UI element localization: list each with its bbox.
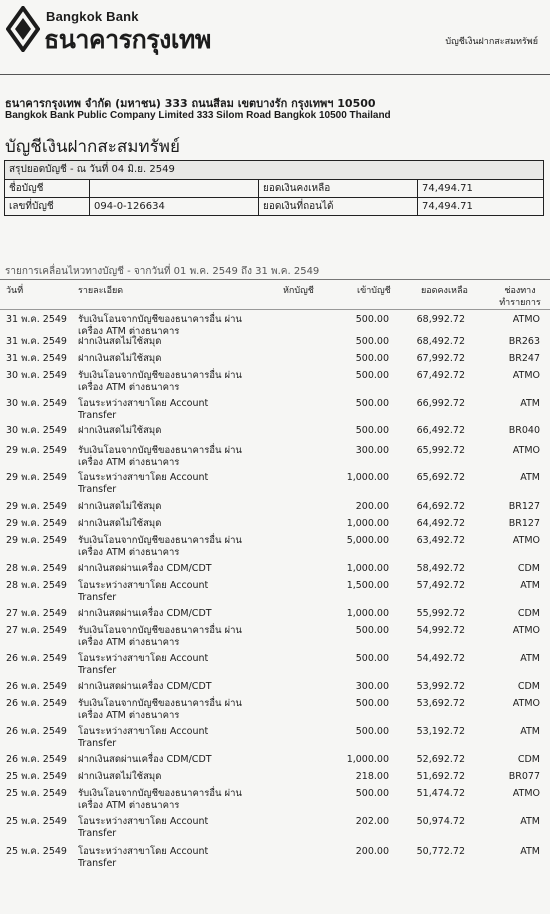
transaction-description: [78, 816, 208, 840]
transaction-description-line1: รับเงินโอนจากบัญชีของธนาคารอื่น ผ่าน: [78, 445, 242, 456]
transaction-credit: 200.00: [355, 846, 389, 857]
transaction-balance: 66,992.72: [416, 398, 465, 409]
transaction-channel: ATMO: [512, 314, 540, 325]
transaction-description-line1: รับเงินโอนจากบัญชีของธนาคารอื่น ผ่าน: [78, 535, 242, 546]
transaction-description: [78, 754, 212, 766]
transaction-date: 25 พ.ค. 2549: [6, 788, 67, 799]
transaction-credit: 500.00: [355, 336, 389, 347]
transaction-description-line1: โอนระหว่างสาขาโดย Account: [78, 398, 209, 409]
transaction-credit: 500.00: [355, 698, 389, 709]
transaction-description: [78, 788, 242, 812]
transaction-date: 29 พ.ค. 2549: [6, 518, 67, 529]
bank-logo-icon: [6, 6, 40, 52]
transaction-date: 26 พ.ค. 2549: [6, 681, 67, 692]
transaction-row: [0, 698, 550, 726]
transaction-row: [0, 788, 550, 816]
transaction-row: [0, 846, 550, 874]
transaction-description-line1: รับเงินโอนจากบัญชีของธนาคารอื่น ผ่าน: [78, 625, 242, 636]
transaction-description-line1: รับเงินโอนจากบัญชีของธนาคารอื่น ผ่าน: [78, 370, 242, 381]
transaction-balance: 52,692.72: [416, 754, 465, 765]
transaction-description: [78, 681, 212, 693]
transaction-balance: 57,492.72: [416, 580, 465, 591]
transaction-description-line1: ฝากเงินสดผ่านเครื่อง CDM/CDT: [78, 563, 212, 574]
transaction-date: 25 พ.ค. 2549: [6, 771, 67, 782]
transaction-channel: CDM: [517, 681, 540, 692]
transaction-credit: 500.00: [355, 726, 389, 737]
transaction-description-line2: Transfer: [78, 484, 117, 495]
transaction-date: 30 พ.ค. 2549: [6, 370, 67, 381]
transaction-channel: ATMO: [512, 370, 540, 381]
transaction-credit: 1,500.00: [346, 580, 389, 591]
transaction-description: [78, 501, 161, 513]
transaction-credit: 500.00: [355, 398, 389, 409]
transaction-description: [78, 445, 242, 469]
transaction-channel: BR247: [508, 353, 540, 364]
account-number-label: เลขที่บัญชี: [5, 198, 90, 216]
transaction-description-line2: Transfer: [78, 738, 117, 749]
transaction-description-line2: เครื่อง ATM ต่างธนาคาร: [78, 800, 180, 811]
transaction-description-line2: เครื่อง ATM ต่างธนาคาร: [78, 382, 180, 393]
column-header-credit: เข้าบัญชี: [357, 286, 391, 296]
transaction-description-line2: Transfer: [78, 828, 117, 839]
summary-heading: สรุปยอดบัญชี - ณ วันที่ 04 มิ.ย. 2549: [5, 161, 543, 180]
transaction-credit: 200.00: [355, 501, 389, 512]
transaction-description-line2: Transfer: [78, 858, 117, 869]
transaction-channel: CDM: [517, 608, 540, 619]
transaction-channel: BR127: [508, 518, 540, 529]
transaction-description-line1: รับเงินโอนจากบัญชีของธนาคารอื่น ผ่าน: [78, 698, 242, 709]
column-header-channel-line2: ทำรายการ: [499, 298, 541, 308]
logo-english-name: Bangkok Bank: [46, 9, 139, 24]
transaction-description-line1: โอนระหว่างสาขาโดย Account: [78, 726, 209, 737]
transaction-description-line1: ฝากเงินสดไม่ใช้สมุด: [78, 353, 162, 364]
transaction-description-line2: Transfer: [78, 410, 117, 421]
transaction-credit: 1,000.00: [346, 472, 389, 483]
transaction-description: [78, 563, 212, 575]
account-name-value: [90, 180, 259, 198]
account-summary: [4, 160, 544, 216]
transaction-description-line1: ฝากเงินสดไม่ใช้สมุด: [78, 425, 162, 436]
transaction-channel: ATMO: [512, 788, 540, 799]
transaction-date: 26 พ.ค. 2549: [6, 726, 67, 737]
header-divider: [0, 74, 550, 75]
transaction-date: 31 พ.ค. 2549: [6, 314, 67, 325]
transaction-balance: 68,492.72: [416, 336, 465, 347]
transaction-date: 30 พ.ค. 2549: [6, 398, 67, 409]
transaction-row: [0, 535, 550, 563]
transaction-credit: 218.00: [355, 771, 389, 782]
balance-value: 74,494.71: [418, 180, 544, 198]
transaction-date: 29 พ.ค. 2549: [6, 445, 67, 456]
transaction-balance: 53,992.72: [416, 681, 465, 692]
transactions-divider: [0, 279, 550, 280]
transaction-description: [78, 535, 242, 559]
transaction-credit: 300.00: [355, 445, 389, 456]
transaction-date: 27 พ.ค. 2549: [6, 625, 67, 636]
withdrawable-label: ยอดเงินที่ถอนได้: [259, 198, 418, 216]
transaction-description-line2: เครื่อง ATM ต่างธนาคาร: [78, 326, 180, 337]
transaction-channel: BR127: [508, 501, 540, 512]
transaction-channel: ATM: [520, 726, 540, 737]
transaction-description-line2: Transfer: [78, 665, 117, 676]
column-header-description: รายละเอียด: [78, 286, 124, 296]
withdrawable-value: 74,494.71: [418, 198, 544, 216]
transaction-description-line2: เครื่อง ATM ต่างธนาคาร: [78, 457, 180, 468]
transaction-row: [0, 625, 550, 653]
transaction-channel: ATMO: [512, 698, 540, 709]
transaction-description-line1: ฝากเงินสดไม่ใช้สมุด: [78, 501, 162, 512]
transaction-description-line1: โอนระหว่างสาขาโดย Account: [78, 846, 209, 857]
transaction-channel: ATM: [520, 580, 540, 591]
transaction-channel: CDM: [517, 754, 540, 765]
transaction-description: [78, 370, 242, 394]
transaction-description: [78, 653, 208, 677]
transaction-channel: ATMO: [512, 535, 540, 546]
transaction-credit: 202.00: [355, 816, 389, 827]
transaction-date: 30 พ.ค. 2549: [6, 425, 67, 436]
transaction-credit: 1,000.00: [346, 518, 389, 529]
bank-address-thai: ธนาคารกรุงเทพ จำกัด (มหาชน) 333 ถนนสีลม เขตบางรัก กรุงเทพฯ 10500: [5, 97, 376, 110]
transaction-balance: 65,992.72: [416, 445, 465, 456]
transaction-balance: 55,992.72: [416, 608, 465, 619]
transaction-balance: 58,492.72: [416, 563, 465, 574]
transaction-credit: 1,000.00: [346, 754, 389, 765]
transaction-description-line1: ฝากเงินสดผ่านเครื่อง CDM/CDT: [78, 608, 212, 619]
transaction-description-line1: ฝากเงินสดผ่านเครื่อง CDM/CDT: [78, 681, 212, 692]
transaction-description-line1: ฝากเงินสดไม่ใช้สมุด: [78, 771, 162, 782]
transaction-balance: 68,992.72: [416, 314, 465, 325]
transaction-channel: BR077: [508, 771, 540, 782]
transaction-credit: 500.00: [355, 625, 389, 636]
transaction-description: [78, 698, 242, 722]
transaction-balance: 53,192.72: [416, 726, 465, 737]
transaction-balance: 54,992.72: [416, 625, 465, 636]
transaction-description: [78, 314, 242, 338]
transaction-credit: 500.00: [355, 353, 389, 364]
account-number-value: 094-0-126634: [90, 198, 259, 216]
transaction-description: [78, 846, 208, 870]
transaction-description: [78, 580, 208, 604]
document-type-label: บัญชีเงินฝากสะสมทรัพย์: [445, 37, 538, 47]
transaction-channel: BR040: [508, 425, 540, 436]
balance-label: ยอดเงินคงเหลือ: [259, 180, 418, 198]
bank-address-english: Bangkok Bank Public Company Limited 333 Silom Road Bangkok 10500 Thailand: [5, 110, 391, 121]
transaction-balance: 65,692.72: [416, 472, 465, 483]
transaction-date: 27 พ.ค. 2549: [6, 608, 67, 619]
transaction-channel: BR263: [508, 336, 540, 347]
transaction-channel: ATMO: [512, 445, 540, 456]
transaction-description: [78, 398, 208, 422]
transaction-description-line1: ฝากเงินสดไม่ใช้สมุด: [78, 518, 162, 529]
transaction-row: [0, 472, 550, 500]
transaction-description-line1: รับเงินโอนจากบัญชีของธนาคารอื่น ผ่าน: [78, 314, 242, 325]
logo-thai-name: ธนาคารกรุงเทพ: [44, 25, 211, 54]
transaction-credit: 1,000.00: [346, 563, 389, 574]
transaction-date: 25 พ.ค. 2549: [6, 816, 67, 827]
transaction-balance: 50,772.72: [416, 846, 465, 857]
transaction-balance: 50,974.72: [416, 816, 465, 827]
transaction-description: [78, 726, 208, 750]
transaction-date: 26 พ.ค. 2549: [6, 754, 67, 765]
summary-table: [5, 180, 543, 215]
transaction-credit: 500.00: [355, 314, 389, 325]
transaction-date: 25 พ.ค. 2549: [6, 846, 67, 857]
transaction-balance: 54,492.72: [416, 653, 465, 664]
transaction-date: 28 พ.ค. 2549: [6, 563, 67, 574]
transaction-description: [78, 771, 161, 783]
transaction-row: [0, 653, 550, 681]
bank-logo: [6, 6, 306, 58]
transaction-channel: ATMO: [512, 625, 540, 636]
transaction-date: 29 พ.ค. 2549: [6, 501, 67, 512]
transaction-date: 26 พ.ค. 2549: [6, 653, 67, 664]
transaction-row: [0, 726, 550, 754]
transaction-date: 29 พ.ค. 2549: [6, 472, 67, 483]
transaction-description: [78, 353, 161, 365]
column-header-date: วันที่: [6, 286, 24, 296]
transaction-description: [78, 336, 161, 348]
transaction-balance: 67,492.72: [416, 370, 465, 381]
transaction-balance: 64,692.72: [416, 501, 465, 512]
transaction-channel: CDM: [517, 563, 540, 574]
transactions-heading: รายการเคลื่อนไหวทางบัญชี - จากวันที่ 01 พ.ค. 2549 ถึง 31 พ.ค. 2549: [5, 266, 320, 277]
transaction-description-line1: รับเงินโอนจากบัญชีของธนาคารอื่น ผ่าน: [78, 788, 242, 799]
transaction-channel: ATM: [520, 472, 540, 483]
transaction-date: 31 พ.ค. 2549: [6, 353, 67, 364]
transaction-description-line2: เครื่อง ATM ต่างธนาคาร: [78, 710, 180, 721]
transaction-description-line1: ฝากเงินสดไม่ใช้สมุด: [78, 336, 162, 347]
transaction-row: [0, 370, 550, 398]
transaction-balance: 53,692.72: [416, 698, 465, 709]
transaction-balance: 66,492.72: [416, 425, 465, 436]
account-name-label: ชื่อบัญชี: [5, 180, 90, 198]
transaction-channel: ATM: [520, 846, 540, 857]
transaction-row: [0, 816, 550, 844]
transaction-balance: 64,492.72: [416, 518, 465, 529]
transaction-description-line2: เครื่อง ATM ต่างธนาคาร: [78, 637, 180, 648]
column-header-balance: ยอดคงเหลือ: [421, 286, 468, 296]
transaction-date: 28 พ.ค. 2549: [6, 580, 67, 591]
transaction-description-line1: โอนระหว่างสาขาโดย Account: [78, 653, 209, 664]
transaction-description: [78, 608, 212, 620]
column-header-channel-line1: ช่องทาง: [504, 286, 536, 296]
column-header-channel: [497, 285, 543, 309]
transaction-description: [78, 472, 208, 496]
transaction-credit: 300.00: [355, 681, 389, 692]
transaction-balance: 51,692.72: [416, 771, 465, 782]
transaction-credit: 1,000.00: [346, 608, 389, 619]
transaction-description-line2: เครื่อง ATM ต่างธนาคาร: [78, 547, 180, 558]
column-header-divider: [0, 309, 550, 310]
transaction-date: 31 พ.ค. 2549: [6, 336, 67, 347]
transaction-date: 29 พ.ค. 2549: [6, 535, 67, 546]
transaction-channel: ATM: [520, 653, 540, 664]
transaction-description-line1: โอนระหว่างสาขาโดย Account: [78, 816, 209, 827]
transaction-description-line1: ฝากเงินสดผ่านเครื่อง CDM/CDT: [78, 754, 212, 765]
transaction-description-line2: Transfer: [78, 592, 117, 603]
transaction-credit: 500.00: [355, 653, 389, 664]
column-header-debit: หักบัญชี: [283, 286, 314, 296]
transaction-balance: 51,474.72: [416, 788, 465, 799]
transaction-description-line1: โอนระหว่างสาขาโดย Account: [78, 472, 209, 483]
transaction-row: [0, 580, 550, 608]
transaction-description-line1: โอนระหว่างสาขาโดย Account: [78, 580, 209, 591]
transaction-row: [0, 398, 550, 426]
transaction-credit: 500.00: [355, 788, 389, 799]
transaction-description: [78, 625, 242, 649]
transaction-credit: 500.00: [355, 425, 389, 436]
transaction-balance: 63,492.72: [416, 535, 465, 546]
page-title: บัญชีเงินฝากสะสมทรัพย์: [5, 137, 180, 157]
transaction-credit: 500.00: [355, 370, 389, 381]
transaction-description: [78, 425, 161, 437]
transaction-description: [78, 518, 161, 530]
transaction-balance: 67,992.72: [416, 353, 465, 364]
transaction-credit: 5,000.00: [346, 535, 389, 546]
transaction-channel: ATM: [520, 398, 540, 409]
transaction-date: 26 พ.ค. 2549: [6, 698, 67, 709]
transaction-row: [0, 445, 550, 473]
transaction-channel: ATM: [520, 816, 540, 827]
